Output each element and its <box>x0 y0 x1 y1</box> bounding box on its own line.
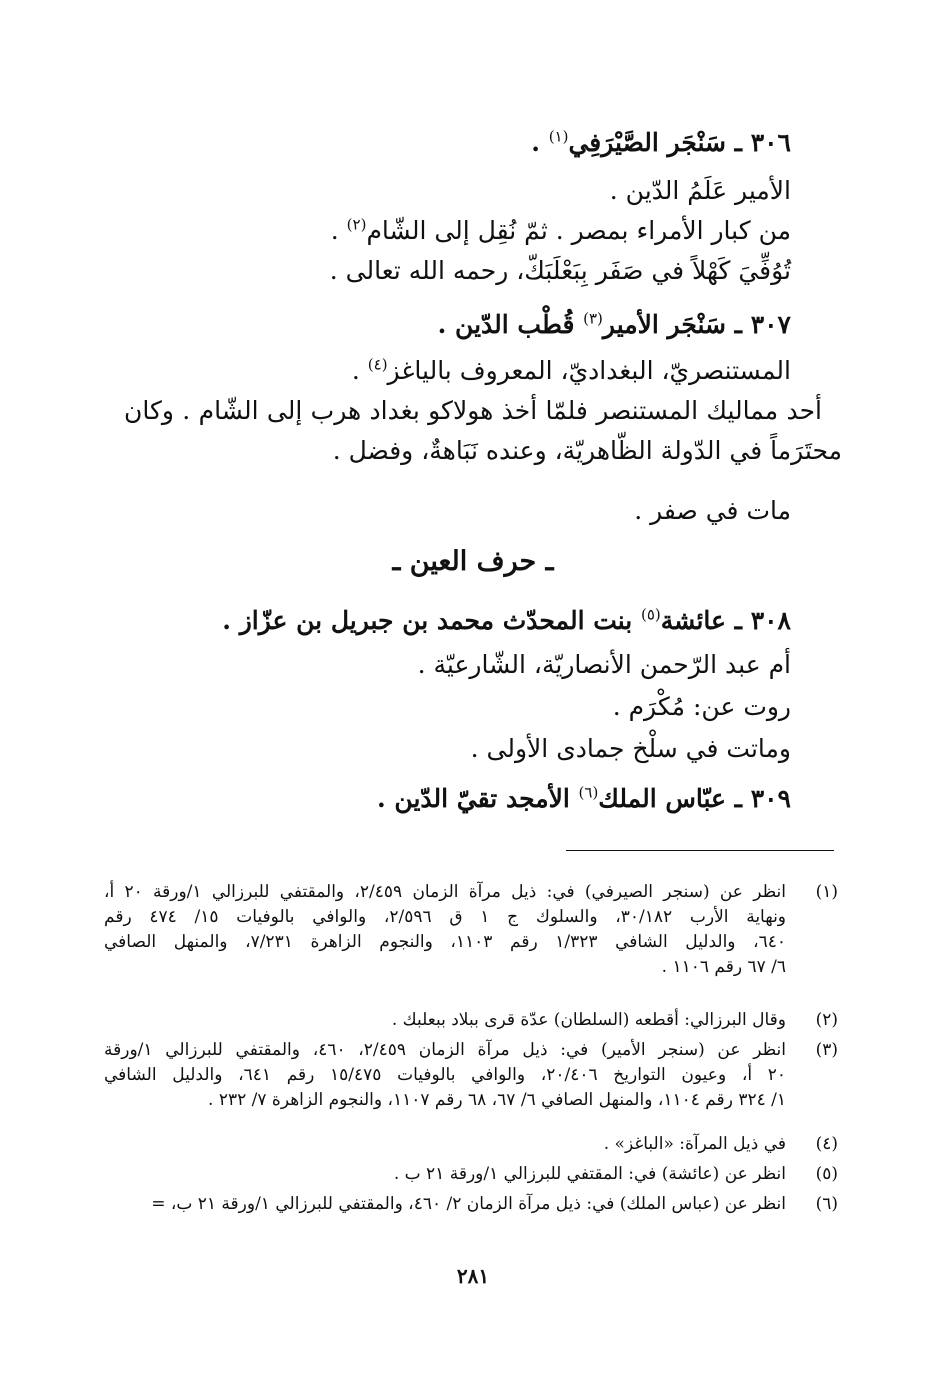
entry-307-line-1 <box>352 354 791 388</box>
footnote-line: وقال البرزالي: أقطعه (السلطان) عدّة قرى ببلاد ببعلبك . <box>391 1010 786 1030</box>
footnote-line: انظر عن (عائشة) في: المقتفي للبرزالي ١/ورقة ٢١ ب . <box>393 1164 786 1184</box>
entry-307-title <box>438 308 791 342</box>
footnote-number: (٣) <box>815 1040 838 1060</box>
footnote-5 <box>104 1162 838 1187</box>
footnote-number: (٤) <box>815 1134 838 1154</box>
entry-308-line-1: أم عبد الرّحمن الأنصاريّة، الشّارعيّة . <box>417 650 791 679</box>
entry-307-line-3: محتَرَماً في الدّولة الظّاهريّة، وعنده نَبَاهةٌ، وفضل . <box>332 436 842 465</box>
footnote-1 <box>104 880 838 980</box>
footnote-ref-4: (٤) <box>367 355 388 374</box>
entry-308-line-2: روت عن: مُكْرَم . <box>612 692 791 721</box>
entry-306-line-2 <box>331 214 791 248</box>
footnote-2 <box>104 1008 838 1033</box>
entry-307-line-1-end: . <box>351 356 368 385</box>
footnote-line: في ذيل المرآة: «الباغز» . <box>603 1134 786 1154</box>
footnote-line: ٦٤٠، والدليل الشافي ١/٣٢٣ رقم ١١٠٣، والنجوم الزاهرة ٧/٢٣١، والمنهل الصافي <box>104 932 786 952</box>
footnote-ref-6: (٦) <box>578 783 599 802</box>
entry-308-title-a: ٣٠٨ ـ عائشة <box>660 606 791 635</box>
page-number: ٢٨١ <box>456 1264 490 1288</box>
section-heading: ـ حرف العين ـ <box>392 546 554 577</box>
footnote-line: انظر عن (سنجر الصيرفي) في: ذيل مرآة الزمان ٢/٤٥٩، والمقتفي للبرزالي ١/ورقة ٢٠ أ، <box>104 882 787 902</box>
footnote-body <box>104 1132 786 1157</box>
footnote-number: (٢) <box>815 1010 838 1030</box>
footnote-line: ونهاية الأرب ٣٠/١٨٢، والسلوك ج ١ ق ٢/٥٩٦، والوافي بالوفيات ١٥/ ٤٧٤ رقم <box>104 907 787 927</box>
footnote-line: انظر عن (عباس الملك) في: ذيل مرآة الزمان ٢/ ٤٦٠، والمقتفي للبرزالي ١/ورقة ٢١ ب، = <box>151 1194 786 1214</box>
entry-307-title-b: قُطْب الدّين . <box>437 310 584 339</box>
entry-307-title-a: ٣٠٧ ـ سَنْجَر الأمير <box>602 310 791 339</box>
entry-306-line-2-end: . <box>330 216 347 245</box>
entry-306-line-1: الأمير عَلَمُ الدّين . <box>609 176 791 205</box>
footnote-ref-2: (٢) <box>346 215 367 234</box>
footnote-4 <box>104 1132 838 1157</box>
footnote-ref-3: (٣) <box>583 309 603 328</box>
footnote-3 <box>104 1038 838 1113</box>
footnote-line: انظر عن (سنجر الأمير) في: ذيل مرآة الزمان ٢/٤٥٩، ٤٦٠، والمقتفي للبرزالي ١/ورقة <box>104 1040 786 1060</box>
footnote-body <box>104 1008 786 1033</box>
entry-307-line-2: أحد مماليك المستنصر فلمّا أخذ هولاكو بغداد هرب إلى الشّام . وكان <box>124 396 822 425</box>
entry-308-title-b: بنت المحدّث محمد بن جبريل بن عزّاز . <box>222 606 641 635</box>
entry-306-title-end: . <box>531 128 549 157</box>
footnote-body <box>104 1192 786 1217</box>
footnote-body <box>104 1038 786 1113</box>
footnote-body <box>104 880 786 980</box>
entry-307-line-4: مات في صفر . <box>634 496 791 525</box>
entry-307-line-1-text: المستنصريّ، البغداديّ، المعروف بالياغز <box>387 356 791 385</box>
entry-306-title-text: ٣٠٦ ـ سَنْجَر الصَّيْرَفِي <box>568 128 791 157</box>
footnote-ref-1: (١) <box>548 127 569 146</box>
footnote-line: ١/ ٣٢٤ رقم ١١٠٤، والمنهل الصافي ٦/ ٦٧، ٦٨ رقم ١١٠٧، والنجوم الزاهرة ٧/ ٢٣٢ . <box>208 1090 786 1110</box>
entry-309-title-a: ٣٠٩ ـ عبّاس الملك <box>598 784 791 813</box>
entry-308-line-3: وماتت في سلْخ جمادى الأولى . <box>470 734 791 763</box>
footnote-line: ٦/ ٦٧ رقم ١١٠٦ . <box>661 957 786 977</box>
footnote-number: (١) <box>815 882 838 902</box>
footnote-ref-5: (٥) <box>640 605 661 624</box>
footnote-6 <box>104 1192 838 1217</box>
footnote-line: ٢٠ أ، وعيون التواريخ ٢٠/٤٠٦، والوافي بالوفيات ١٥/٤٧٥ رقم ٦٤١، والدليل الشافي <box>104 1065 786 1085</box>
footnote-separator <box>566 850 834 851</box>
footnote-number: (٥) <box>815 1164 838 1184</box>
entry-309-title-b: الأمجد تقيّ الدّين . <box>377 784 579 813</box>
entry-306-title <box>531 126 791 160</box>
entry-308-title <box>222 604 791 638</box>
footnote-body <box>104 1162 786 1187</box>
entry-309-title <box>377 782 791 816</box>
entry-306-line-3: تُوُفِّيَ كَهْلاً في صَفَر بِبَعْلَبَكّ، رحمه الله تعالى . <box>329 256 791 285</box>
entry-306-line-2-text: من كبار الأمراء بمصر . ثمّ نُقِل إلى الشّام <box>366 216 791 245</box>
footnote-number: (٦) <box>815 1194 838 1214</box>
